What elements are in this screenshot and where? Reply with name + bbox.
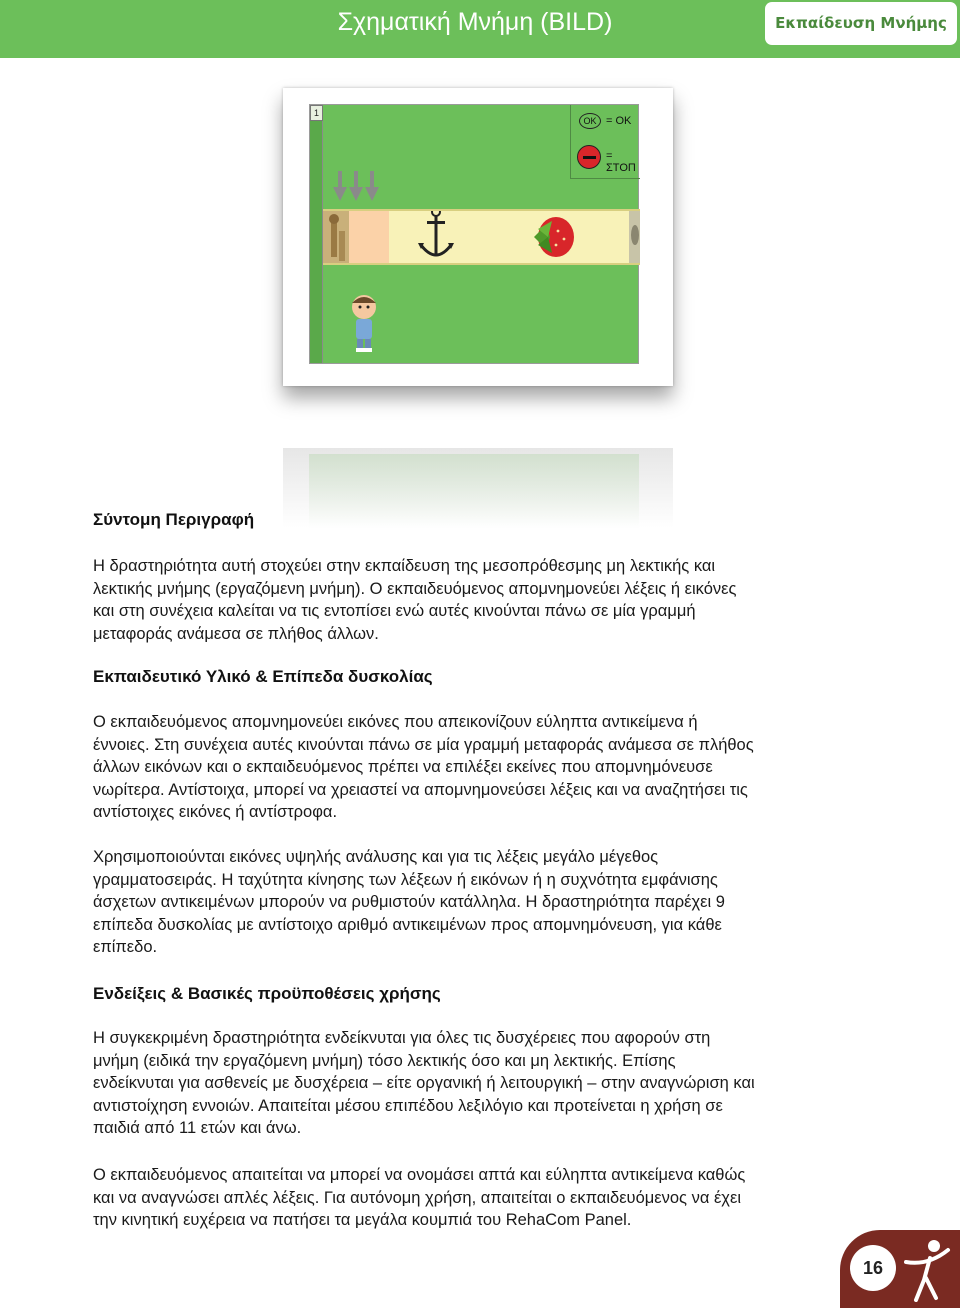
down-arrow-icon — [365, 171, 379, 201]
text-line: επίπεδο. — [93, 938, 158, 957]
animal-picture-icon — [629, 211, 640, 263]
page-title: Σχηματική Μνήμη (BILD) — [337, 8, 613, 36]
text-line: Η συγκεκριμένη δραστηριότητα ενδείκνυται για όλες τις δυσχέρειες που αφορούν στη — [93, 1029, 711, 1047]
text-line: Χρησιμοποιούνται εικόνες υψηλής ανάλυσης και για τις λέξεις μεγάλο μέγεθος — [93, 848, 659, 866]
paragraph-material-2 — [93, 846, 883, 959]
stop-label: = ΣΤΟΠ — [606, 150, 636, 174]
text-line: αντιστοίχηση εννοιών. Απαιτείται μέσου επιπέδου λεξιλόγιο και προτείνεται η χρήση σε — [93, 1096, 723, 1115]
ok-button-icon: OK — [579, 113, 601, 129]
paragraph-material-1 — [93, 711, 883, 824]
heading-indications: Ενδείξεις & Βασικές προϋποθέσεις χρήσης — [93, 984, 441, 1003]
reflection-inner — [309, 454, 639, 528]
text-line: Ο εκπαιδευόμενος απαιτείται να μπορεί να ονομάσει απτά και εύληπτα αντικείμενα καθώς — [93, 1166, 746, 1184]
text-line: μεταφοράς ανάμεσα σε πλήθος άλλων. — [93, 624, 379, 643]
anchor-icon — [418, 209, 454, 265]
text-line: Ο εκπαιδευόμενος απομνημονεύει εικόνες που απεικονίζουν εύληπτα αντικείμενα ή — [93, 713, 698, 731]
exercise-screenshot — [283, 88, 673, 386]
progress-bar — [310, 105, 323, 363]
text-line: άσχετων αντικειμένων μπορούν να ρυθμιστούν κατάλληλα. Η δραστηριότητα παρέχει 9 — [93, 893, 725, 912]
section-tab: Εκπαίδευση Μνήμης — [765, 2, 957, 45]
level-indicator: 1 — [310, 105, 323, 121]
paragraph-indications-2 — [93, 1164, 883, 1232]
text-line: επίπεδα δυσκολίας με αντίστοιχο αριθμό αντικειμένων προς απομνημόνευση, για κάθε — [93, 915, 722, 934]
ok-label: = OK — [606, 115, 632, 127]
text-line: παιδιά από 11 ετών και άνω. — [93, 1119, 302, 1138]
giraffe-picture-icon — [323, 211, 349, 263]
figure-logo-icon — [902, 1236, 952, 1302]
paragraph-description — [93, 555, 883, 645]
strawberry-icon — [528, 211, 576, 263]
text-line: αντίστοιχες εικόνες ή αντίστροφα. — [93, 803, 338, 822]
down-arrows-icon — [333, 171, 383, 201]
text-line: έννοιες. Στη συνέχεια αυτές κινούνται πάνω σε μία γραμμή μεταφοράς ανάμεσα σε πλήθος — [93, 735, 754, 754]
text-line: γραμματοσειράς. Η ταχύτητα κίνησης των λέξεων ή εικόνων ή η συχνότητα εμφάνισης — [93, 870, 718, 889]
text-line: και να αναγνώσει απλές λέξεις. Για αυτόνομη χρήση, απαιτείται ο εκπαιδευόμενος να έχει — [93, 1188, 741, 1207]
child-character-icon — [346, 293, 382, 353]
conveyor-belt — [323, 209, 640, 265]
empty-slot — [349, 211, 389, 263]
page-number: 16 — [850, 1245, 896, 1291]
stop-button-icon — [577, 145, 601, 169]
text-line: την κινητική ευχέρεια να πατήσει τα μεγάλα κουμπιά του RehaCom Panel. — [93, 1211, 632, 1230]
header-bar — [0, 0, 960, 58]
game-area — [309, 104, 639, 364]
controls-legend — [570, 105, 640, 179]
text-line: και στη συνέχεια καλείται να τις εντοπίσει ενώ αυτές κινούνται πάνω σε μία γραμμή — [93, 602, 696, 621]
text-line: μνήμη (ειδικά την εργαζόμενη μνήμη) τόσο λεκτικής όσο και μη λεκτικής. Επίσης — [93, 1051, 676, 1070]
text-line: Η δραστηριότητα αυτή στοχεύει στην εκπαίδευση της μεσοπρόθεσμης μη λεκτικής και — [93, 557, 716, 575]
heading-description: Σύντομη Περιγραφή — [93, 510, 255, 529]
heading-material: Εκπαιδευτικό Υλικό & Επίπεδα δυσκολίας — [93, 667, 433, 686]
text-line: ενδείκνυται για ασθενείς με δυσχέρεια – είτε οργανική ή λειτουργική – στην αναγνώριση και — [93, 1074, 755, 1093]
text-line: νωρίτερα. Αντίστοιχα, μπορεί να χρειαστεί να απομνημονεύσει λέξεις και να αναζητήσει τις — [93, 780, 748, 799]
screenshot-reflection — [283, 448, 673, 528]
text-line: λεκτικής μνήμης (εργαζόμενη μνήμη). Ο εκπαιδευόμενος απομνημονεύει λέξεις ή εικόνες — [93, 579, 737, 598]
down-arrow-icon — [349, 171, 363, 201]
down-arrow-icon — [333, 171, 347, 201]
text-line: άλλων εικόνων και ο εκπαιδευόμενος πρέπει να επιλέξει εκείνες που απομνημόνευσε — [93, 758, 713, 777]
paragraph-indications-1 — [93, 1027, 883, 1140]
